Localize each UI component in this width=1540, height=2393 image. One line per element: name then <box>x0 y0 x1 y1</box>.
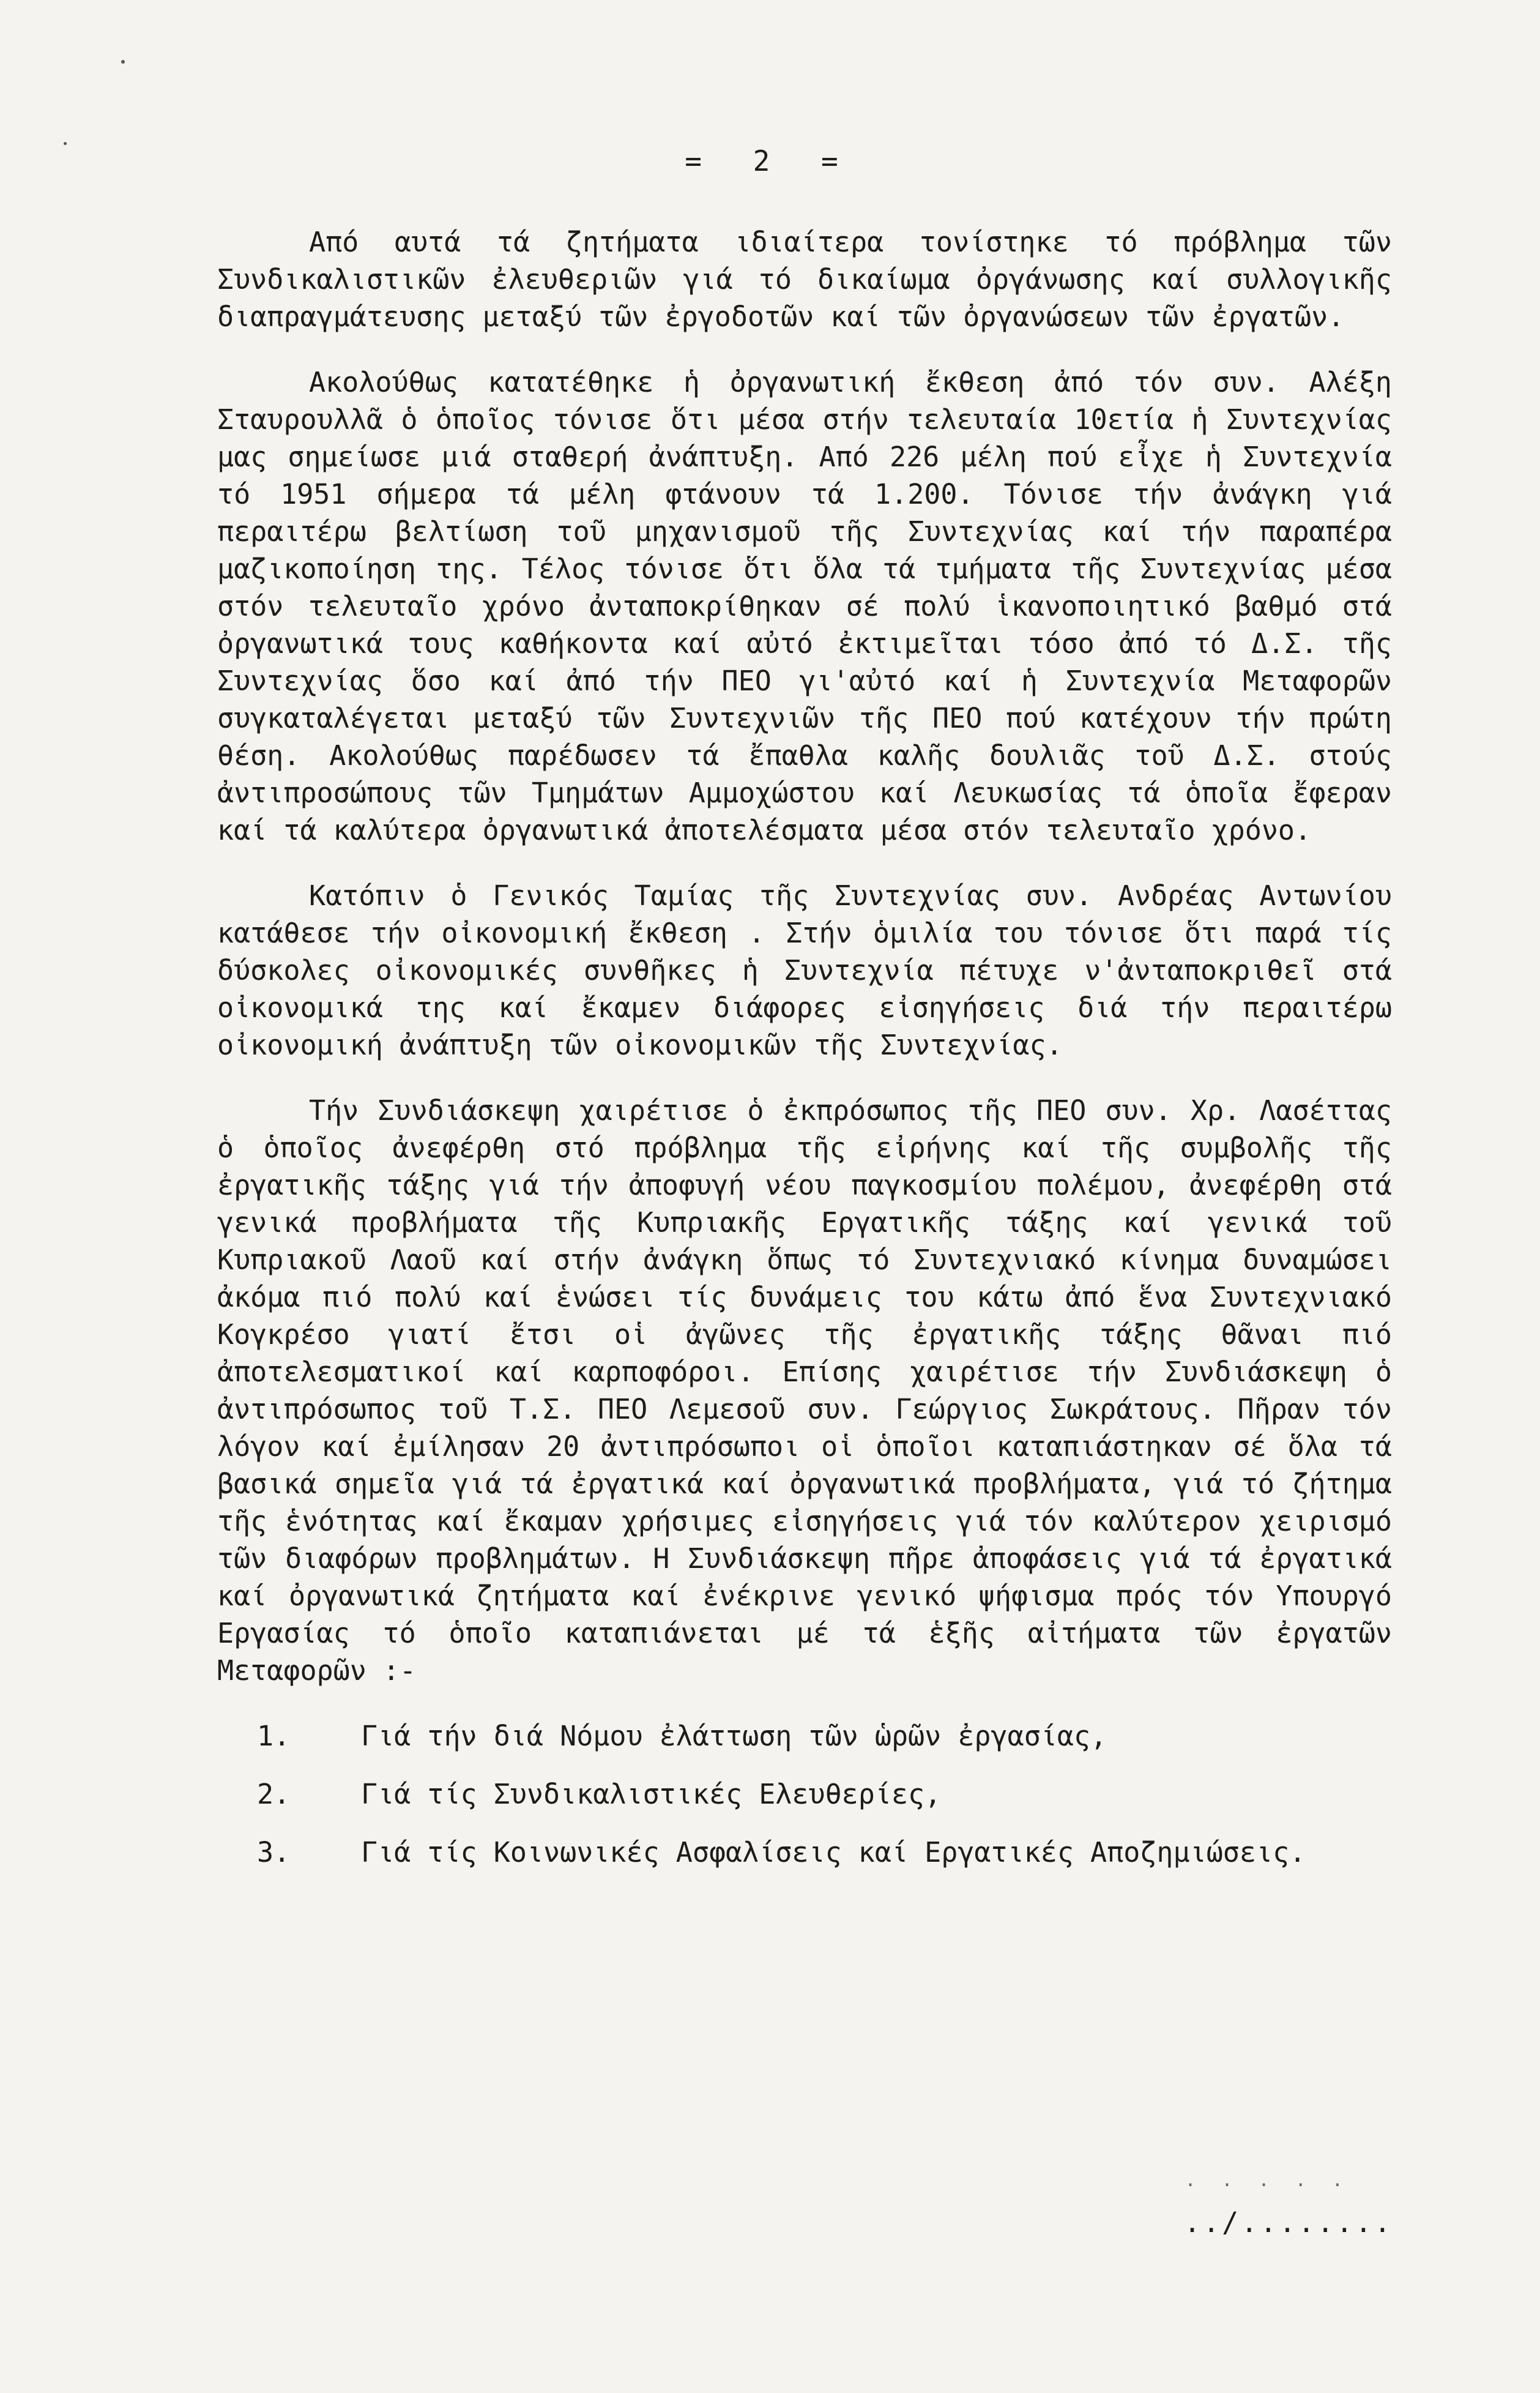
list-item-text: Γιά τίς Συνδικαλιστικές Ελευθερίες, <box>361 1778 942 1810</box>
scan-speck <box>121 60 125 64</box>
dotted-line: . . . . . <box>1185 2170 1350 2191</box>
paragraph-organisational-report: Ακολούθως κατατέθηκε ἡ ὀργανωτική ἔκθεση ἀπό τόν συν. Αλέξη Σταυρουλλᾶ ὁ ὁποῖος τόνισε ὅτι μέσα στήν τελευταία 10ετία ἡ Συντεχνίας μας σημείωσε μιά σταθερή ἀνάπτυξη. Από 226 μέλη πού εἶχε ἡ Συντεχνία τό 1951 σήμερα τά μέλη φτάνουν τά 1.200. Τόνισε τήν ἀνάγκη γιά περαιτέρω βελτίωση τοῦ μηχανισμοῦ τῆς Συντεχνίας καί τήν παραπέρα μαζικοποίηση της. Τέλος τόνισε ὅτι ὅλα τά τμήματα τῆς Συντεχνίας μέσα στόν τελευταῖο χρόνο ἀνταποκρίθηκαν σέ πολύ ἱκανοποιητικό βαθμό στά ὀργανωτικά τους καθήκοντα καί αὐτό ἐκτιμεῖται τόσο ἀπό τό Δ.Σ. τῆς Συντεχνίας ὅσο καί ἀπό τήν ΠΕΟ γι'αὐτό καί ἡ Συντεχνία Μεταφορῶν συγκαταλέγεται μεταξύ τῶν Συντεχνιῶν τῆς ΠΕΟ πού κατέχουν τήν πρώτη θέση. Ακολούθως παρέδωσεν τά ἔπαθλα καλῆς δουλιᾶς τοῦ Δ.Σ. στούς ἀντιπροσώπους τῶν Τμημάτων Αμμοχώστου καί Λευκωσίας τά ὁποῖα ἔφεραν καί τά καλύτερα ὀργανωτικά ἀποτελέσματα μέσα στόν τελευταῖο χρόνο. <box>217 366 1392 846</box>
list-item-number: 3. <box>257 1836 291 1868</box>
paragraph-syndical-freedoms: Από αυτά τά ζητήματα ιδιαίτερα τονίστηκε τό πρόβλημα τῶν Συνδικαλιστικῶν ἐλευθεριῶν γιά τό δικαίωμα ὀργάνωσης καί συλλογικῆς διαπραγμάτευσης μεταξύ τῶν ἐργοδοτῶν καί τῶν ὀργανώσεων τῶν ἐργατῶν. <box>217 226 1392 333</box>
paragraph-conference-greetings: Τήν Συνδιάσκεψη χαιρέτισε ὁ ἐκπρόσωπος τῆς ΠΕΟ συν. Χρ. Λασέττας ὁ ὁποῖος ἀνεφέρθη στό πρόβλημα τῆς εἰρήνης καί τῆς συμβολῆς τῆς ἐργατικῆς τάξης γιά τήν ἀποφυγή νέου παγκοσμίου πολέμου, ἀνεφέρθη στά γενικά προβλήματα τῆς Κυπριακῆς Εργατικῆς τάξης καί γενικά τοῦ Κυπριακοῦ Λαοῦ καί στήν ἀνάγκη ὅπως τό Συντεχνιακό κίνημα δυναμώσει ἀκόμα πιό πολύ καί ἑνώσει τίς δυνάμεις του κάτω ἀπό ἕνα Συντεχνιακό Κογκρέσο γιατί ἔτσι οἱ ἀγῶνες τῆς ἐργατικῆς τάξης θᾶναι πιό ἀποτελεσματικοί καί καρποφόροι. Επίσης χαιρέτισε τήν Συνδιάσκεψη ὁ ἀντιπρόσωπος τοῦ Τ.Σ. ΠΕΟ Λεμεσοῦ συν. Γεώργιος Σωκράτους. Πῆραν τόν λόγον καί ἐμίλησαν 20 ἀντιπρόσωποι οἱ ὁποῖοι καταπιάστηκαν σέ ὅλα τά βασικά σημεῖα γιά τά ἐργατικά καί ὀργανωτικά προβλήματα, γιά τό ζήτημα τῆς ἑνότητας καί ἔκαμαν χρήσιμες εἰσηγήσεις γιά τόν καλύτερον χειρισμό τῶν διαφόρων προβλημάτων. Η Συνδιάσκεψη πῆρε ἀποφάσεις γιά τά ἐργατικά καί ὀργανωτικά ζητήματα καί ἐνέκρινε γενικό ψήφισμα πρός τόν Υπουργό Εργασίας τό ὁποῖο καταπιάνεται μέ τά ἑξῆς αἰτήματα τῶν ἐργατῶν Μεταφορῶν :- <box>217 1094 1392 1687</box>
paragraph-financial-report: Κατόπιν ὁ Γενικός Ταμίας τῆς Συντεχνίας συν. Ανδρέας Αντωνίου κατάθεσε τήν οἰκονομική ἔκθεση . Στήν ὁμιλία του τόνισε ὅτι παρά τίς δύσκολες οἰκονομικές συνθῆκες ἡ Συντεχνία πέτυχε ν'ἀνταποκριθεῖ στά οἰκονομικά της καί ἔκαμεν διάφορες εἰσηγήσεις διά τήν περαιτέρω οἰκονομική ἀνάπτυξη τῶν οἰκονομικῶν τῆς Συντεχνίας. <box>217 879 1392 1061</box>
continuation-mark: ../........ <box>1183 2206 1393 2239</box>
page-number: = 2 = <box>685 144 855 177</box>
list-item-text: Γιά τίς Κοινωνικές Ασφαλίσεις καί Εργατικές Αποζημιώσεις. <box>361 1836 1306 1868</box>
list-item <box>217 1775 1392 1813</box>
demands-list <box>217 1717 1392 1871</box>
list-item-number: 1. <box>257 1720 291 1752</box>
list-item <box>217 1717 1392 1755</box>
list-item <box>217 1834 1392 1871</box>
list-item-text: Γιά τήν διά Νόμου ἐλάττωση τῶν ὡρῶν ἐργασίας, <box>361 1720 1107 1752</box>
document-body <box>217 223 1392 1892</box>
list-item-number: 2. <box>257 1778 291 1810</box>
